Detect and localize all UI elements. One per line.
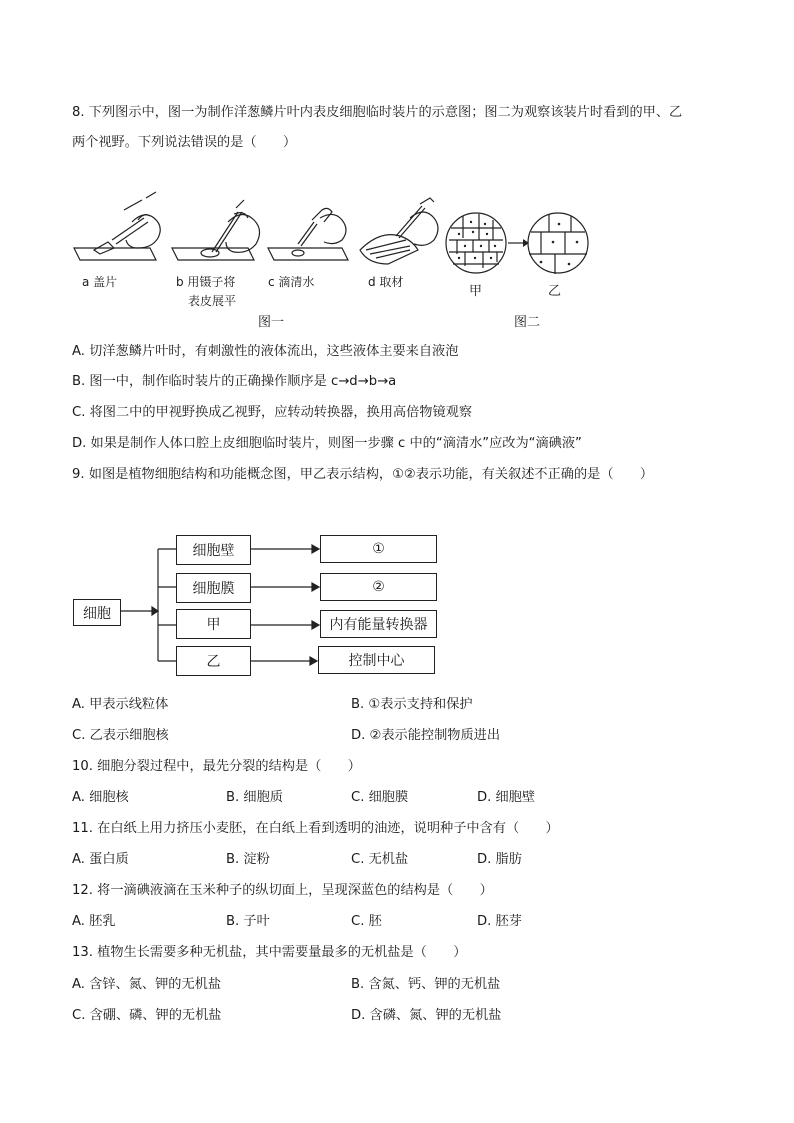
q12-option-c: C. 胚 [351,914,382,929]
field-jia-illustration [446,213,506,273]
label-yi: 乙 [548,284,562,299]
step-c-illustration [268,208,348,260]
arrow-icon [508,239,529,247]
diagram-branch-cell-wall: 细胞壁 [176,535,251,565]
diagram-target-2: ② [320,573,437,601]
q10-option-d: D. 细胞壁 [477,790,536,805]
q12-option-d: D. 胚芽 [477,914,522,929]
field-yi-illustration [528,213,588,274]
caption-b-line1: b 用镊子将 [176,275,236,289]
step-a-illustration [74,192,160,260]
q10-stem: 10. 细胞分裂过程中，最先分裂的结构是（ ） [72,759,361,774]
q8-stem-line2: 两个视野。下列说法错误的是（ ） [72,135,297,150]
figure1-title: 图一 [258,315,285,330]
diagram-branch-cell-membrane: 细胞膜 [176,573,251,603]
q10-option-b: B. 细胞质 [226,790,283,805]
q8-option-a: A. 切洋葱鳞片叶时，有刺激性的液体流出，这些液体主要来自液泡 [72,344,459,359]
diagram-root-cell: 细胞 [73,599,121,626]
q11-option-c: C. 无机盐 [351,852,409,867]
caption-a: a 盖片 [82,275,118,289]
figure1-illustrations [72,200,452,270]
figure2-title: 图二 [514,315,541,330]
q13-stem: 13. 植物生长需要多种无机盐，其中需要量最多的无机盐是（ ） [72,945,467,960]
figure2-illustrations [445,210,595,300]
q8-stem-line1: 8. 下列图示中，图一为制作洋葱鳞片叶内表皮细胞临时装片的示意图；图二为观察该装片时看到的甲、乙 [72,105,683,120]
caption-c: c 滴清水 [268,275,315,289]
q11-option-b: B. 淀粉 [226,852,270,867]
q13-option-d: D. 含磷、氮、钾的无机盐 [351,1008,502,1023]
q8-option-c: C. 将图二中的甲视野换成乙视野，应转动转换器，换用高倍物镜观察 [72,405,473,420]
diagram-branch-yi: 乙 [176,646,251,676]
q9-option-a: A. 甲表示线粒体 [72,697,169,712]
q9-option-b: B. ①表示支持和保护 [351,697,473,712]
q9-option-c: C. 乙表示细胞核 [72,728,169,743]
caption-b-line2: 表皮展平 [188,294,237,308]
q13-option-c: C. 含硼、磷、钾的无机盐 [72,1008,222,1023]
diagram-target-1: ① [320,535,437,563]
q11-option-d: D. 脂肪 [477,852,522,867]
q9-stem: 9. 如图是植物细胞结构和功能概念图，甲乙表示结构，①②表示功能，有关叙述不正确的是（ ） [72,467,654,482]
label-jia: 甲 [469,284,483,299]
diagram-target-energy-converter: 内有能量转换器 [320,610,437,638]
diagram-target-control-center: 控制中心 [318,646,435,674]
diagram-branch-jia: 甲 [176,609,251,639]
q13-option-a: A. 含锌、氮、钾的无机盐 [72,977,222,992]
q8-option-d: D. 如果是制作人体口腔上皮细胞临时装片，则图一步骤 c 中的“滴清水”应改为“滴碘液” [72,436,582,451]
q12-option-a: A. 胚乳 [72,914,116,929]
q9-option-d: D. ②表示能控制物质进出 [351,728,501,743]
q10-option-c: C. 细胞膜 [351,790,409,805]
q11-option-a: A. 蛋白质 [72,852,129,867]
q10-option-a: A. 细胞核 [72,790,129,805]
q11-stem: 11. 在白纸上用力挤压小麦胚，在白纸上看到透明的油迹，说明种子中含有（ ） [72,821,559,836]
step-d-illustration [360,198,438,264]
q8-option-b: B. 图一中，制作临时装片的正确操作顺序是 c→d→b→a [72,374,397,389]
q12-stem: 12. 将一滴碘液滴在玉米种子的纵切面上，呈现深蓝色的结构是（ ） [72,883,493,898]
q13-option-b: B. 含氮、钙、钾的无机盐 [351,977,501,992]
caption-d: d 取材 [368,275,404,289]
step-b-illustration [172,200,260,260]
q12-option-b: B. 子叶 [226,914,270,929]
